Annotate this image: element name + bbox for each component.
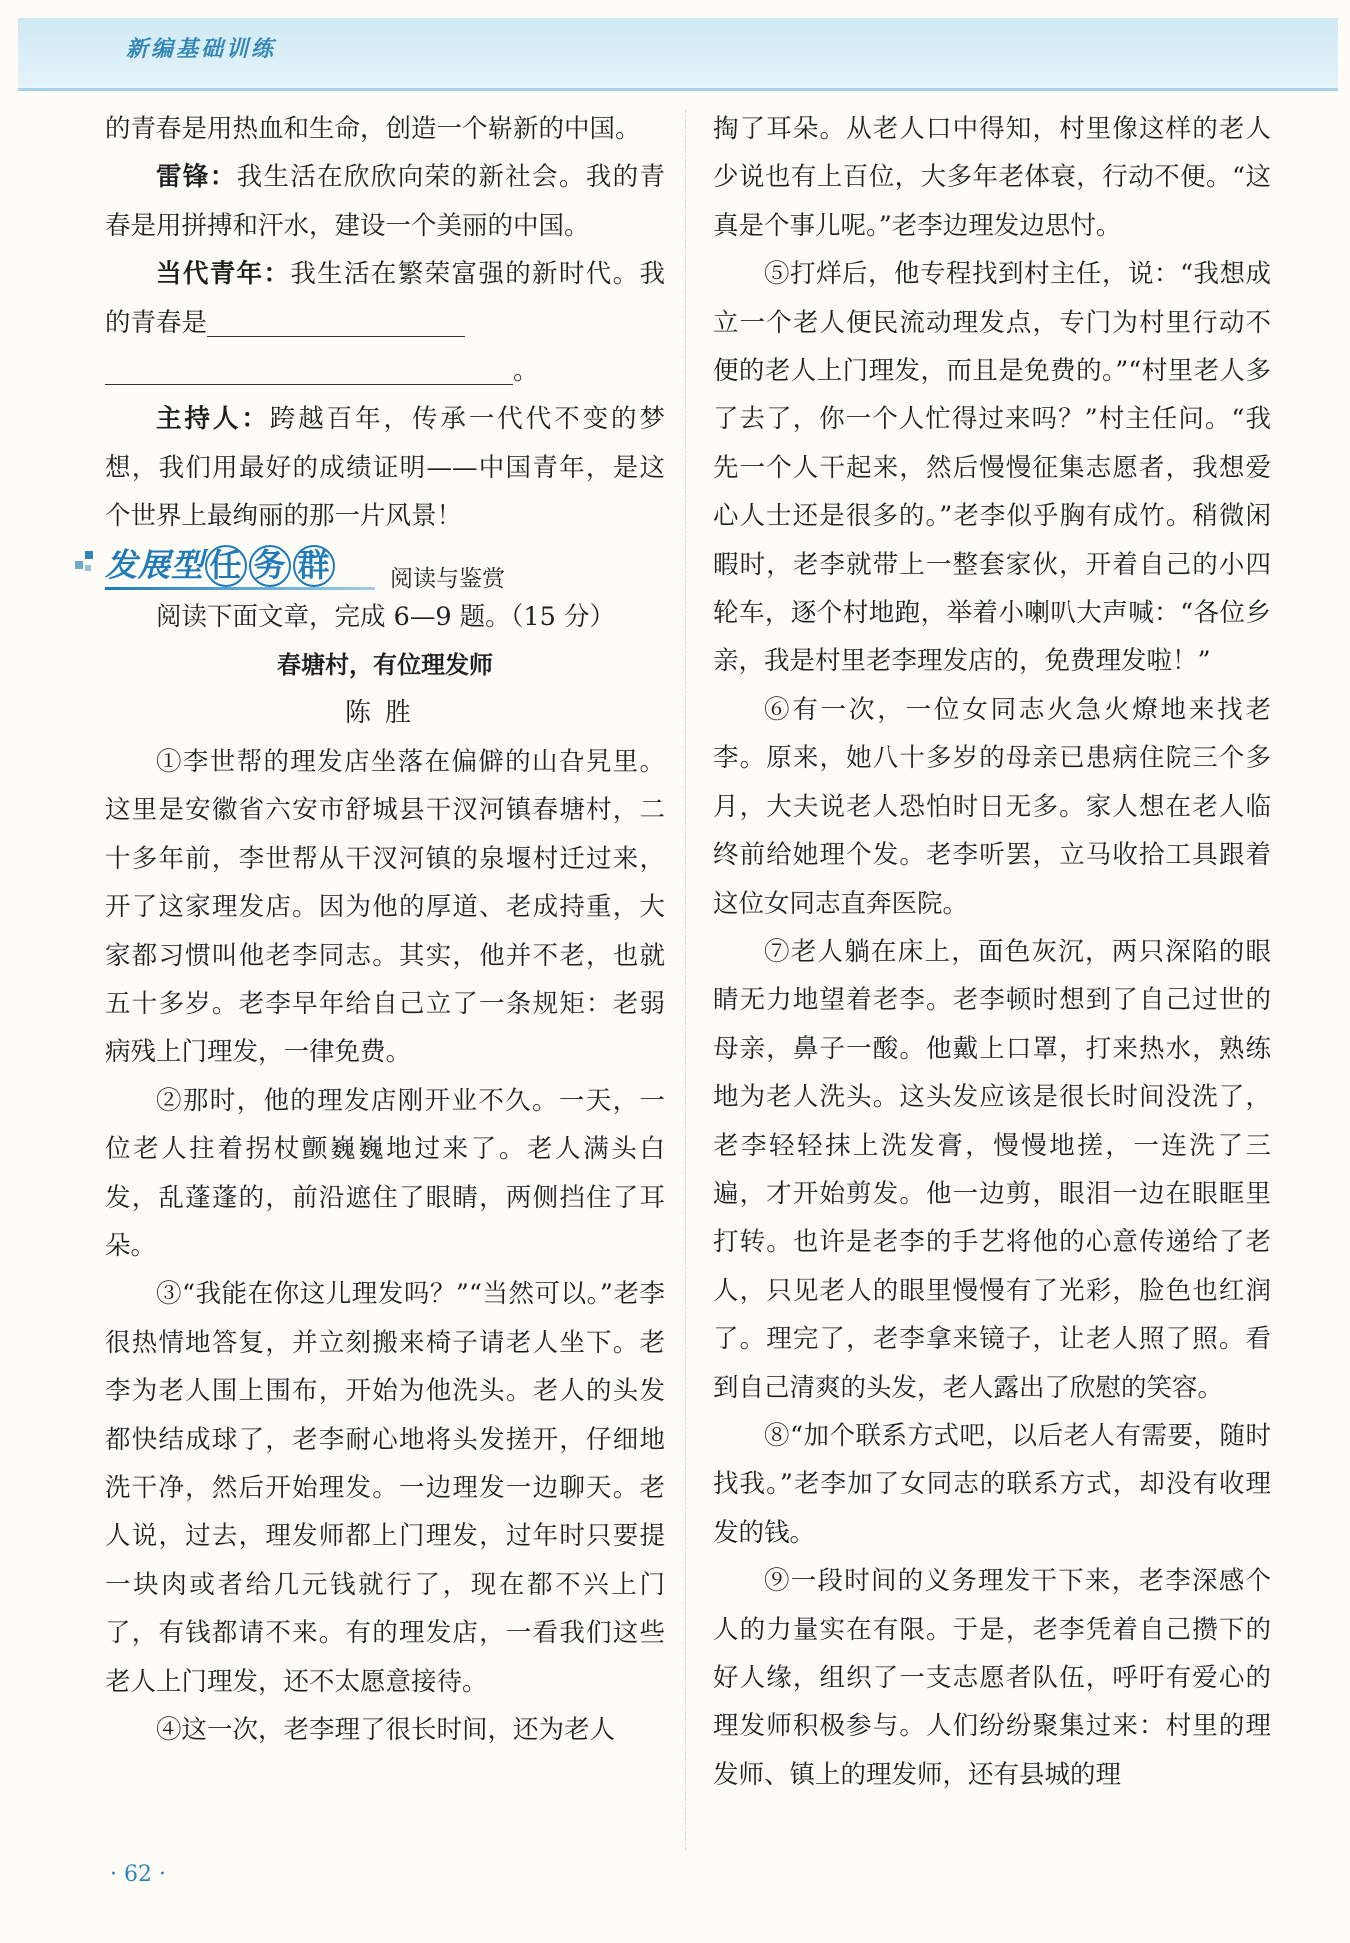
task-underline (105, 587, 375, 590)
task-group-heading (105, 543, 665, 593)
article-author: 陈胜 (344, 698, 425, 729)
intro-paragraph: 的青春是用热血和生命，创造一个崭新的中国。 (105, 114, 641, 144)
youth-line (105, 250, 665, 395)
article-paragraph-4: ④这一次，老李理了很长时间，还为老人 (156, 1715, 616, 1745)
task-group-subtitle: 阅读与鉴赏 (390, 565, 505, 592)
article-paragraph-7: ⑦老人躺在床上，面色灰沉，两只深陷的眼睛无力地望着老李。老李顿时想到了自己过世的母亲，鼻子一酸。他戴上口罩，打来热水，熟练地为老人洗头。这头发应该是很长时间没洗了，老李轻轻抹上洗发膏，慢慢地搓，一连洗了三遍，才开始剪发。他一边剪，眼泪一边在眼眶里打转。也许是老李的手艺将他的心意传递给了老人，只见老人的眼里慢慢有了光彩，脸色也红润了。理完了，老李拿来镜子，让老人照了照。看到自己清爽的头发，老人露出了欣慰的笑容。 (713, 936, 1271, 1403)
right-column (713, 105, 1271, 1799)
article-paragraph-3: ③“我能在你这儿理发吗？”“当然可以。”老李很热情地答复，并立刻搬来椅子请老人坐下。老李为老人围上围布，开始为他洗头。老人的头发都快结成球了，老李耐心地将头发搓开，仔细地洗干净，然后开始理发。一边理发一边聊天。老人说，过去，理发师都上门理发，过年时只要提一块肉或者给几元钱就行了，现在都不兴上门了，有钱都请不来。有的理发店，一看我们这些老人上门理发，还不太愿意接待。 (105, 1279, 665, 1697)
reading-instruction: 阅读下面文章，完成 6—9 题。（15 分） (156, 601, 615, 632)
speaker-leifeng: 雷锋： (156, 162, 237, 193)
article-paragraph-2: ②那时，他的理发店刚开业不久。一天，一位老人拄着拐杖颤巍巍地过来了。老人满头白发，乱蓬蓬的，前沿遮住了眼睛，两侧挡住了耳朵。 (105, 1085, 665, 1261)
article-paragraph-9: ⑨一段时间的义务理发干下来，老李深感个人的力量实在有限。于是，老李凭着自己攒下的好人缘，组织了一支志愿者队伍，呼吁有爱心的理发师积极参与。人们纷纷聚集过来：村里的理发师、镇上的理发师，还有县城的理 (713, 1566, 1271, 1790)
left-column (105, 105, 665, 1754)
task-group-title: 发展型 任 务 群 (105, 541, 336, 589)
speaker-youth: 当代青年： (156, 259, 291, 290)
article-title: 春塘村，有位理发师 (277, 651, 493, 680)
header-series-label: 新编基础训练 (126, 37, 277, 62)
host-line (105, 395, 665, 540)
article-paragraph-8: ⑧“加个联系方式吧，以后老人有需要，随时找我。”老李加了女同志的联系方式，却没有收理发的钱。 (713, 1420, 1271, 1548)
speaker-host: 主持人： (156, 404, 270, 435)
page-number: · 62 · (110, 1862, 166, 1887)
header-band (18, 18, 1338, 91)
article-paragraph-1: ①李世帮的理发店坐落在偏僻的山旮旯里。这里是安徽省六安市舒城县干汊河镇春塘村，二十多年前，李世帮从干汊河镇的泉堰村迁过来，开了这家理发店。因为他的厚道、老成持重，大家都习惯叫他老李同志。其实，他并不老，也就五十多岁。老李早年给自己立了一条规矩：老弱病残上门理发，一律免费。 (105, 746, 665, 1068)
leifeng-line (105, 153, 665, 250)
column-divider (685, 110, 686, 1850)
article-paragraph-6: ⑥有一次，一位女同志火急火燎地来找老李。原来，她八十多岁的母亲已患病住院三个多月，大夫说老人恐怕时日无多。家人想在老人临终前给她理个发。老李听罢，立马收拾工具跟着这位女同志直奔医院。 (713, 694, 1271, 919)
youth-text: 我生活在繁荣富强的新时代。我的青春是 (105, 259, 665, 338)
youth-end: 。 (513, 356, 539, 387)
leifeng-text: 我生活在欣欣向荣的新社会。我的青春是用拼搏和汗水，建设一个美丽的中国。 (105, 162, 665, 241)
article-paragraph-4-cont: 掏了耳朵。从老人口中得知，村里像这样的老人少说也有上百位，大多年老体衰，行动不便。“这真是个事儿呢。”老李边理发边思忖。 (713, 114, 1271, 241)
dots-icon (75, 551, 99, 575)
host-text: 跨越百年，传承一代代不变的梦想，我们用最好的成绩证明——中国青年，是这个世界上最绚丽的那一片风景！ (105, 404, 665, 532)
answer-blank-2[interactable] (105, 354, 513, 385)
article-paragraph-5: ⑤打烊后，他专程找到村主任，说：“我想成立一个老人便民流动理发点，专门为村里行动不便的老人上门理发，而且是免费的。”“村里老人多了去了，你一个人忙得过来吗？”村主任问。“我先一个人干起来，然后慢慢征集志愿者，我想爱心人士还是很多的。”老李似乎胸有成竹。稍微闲暇时，老李就带上一整套家伙，开着自己的小四轮车，逐个村地跑，举着小喇叭大声喊：“各位乡亲，我是村里老李理发店的，免费理发啦！” (713, 259, 1271, 677)
answer-blank-1[interactable] (207, 306, 465, 337)
